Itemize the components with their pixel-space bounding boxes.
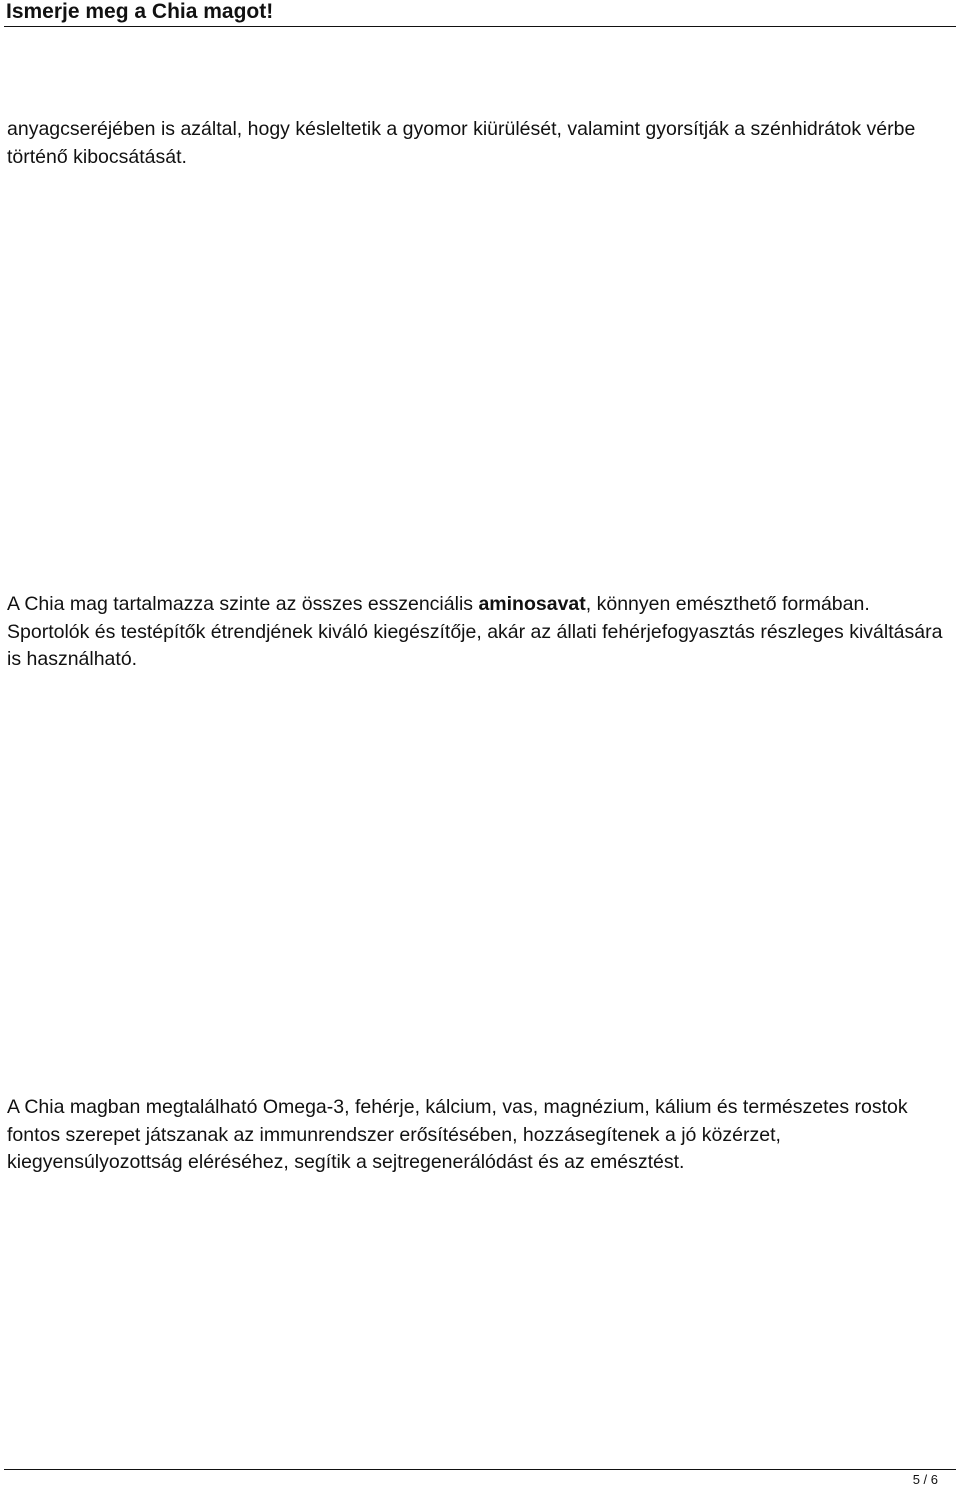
paragraph-text-start: A Chia mag tartalmazza szinte az összes esszenciális <box>7 593 479 615</box>
header-divider <box>4 26 956 27</box>
paragraph-amino-acids <box>7 591 955 674</box>
paragraph-digestion: anyagcseréjében is azáltal, hogy késleltetik a gyomor kiürülését, valamint gyorsítják a szénhidrátok vérbe történő kibocsátását. <box>7 118 916 168</box>
footer-divider <box>4 1469 956 1470</box>
paragraph-nutrients: A Chia magban megtalálható Omega-3, fehérje, kálcium, vas, magnézium, kálium és természetes rostok fontos szerepet játszanak az immunrendszer erősítésében, hozzásegítenek a jó közérzet, kiegyensúlyozottság eléréséhez, segítik a sejtregenerálódást és az emésztést. <box>7 1096 908 1173</box>
paragraph-text-end: , könnyen emészthető formában. Sportolók és testépítők étrendjének kiváló kiegészítője, akár az állati fehérjefogyasztás részleges kiváltására is használható. <box>7 593 943 670</box>
bold-keyword: aminosavat <box>478 593 586 615</box>
page-title: Ismerje meg a Chia magot! <box>6 0 274 23</box>
page-number: 5 / 6 <box>912 1472 938 1487</box>
